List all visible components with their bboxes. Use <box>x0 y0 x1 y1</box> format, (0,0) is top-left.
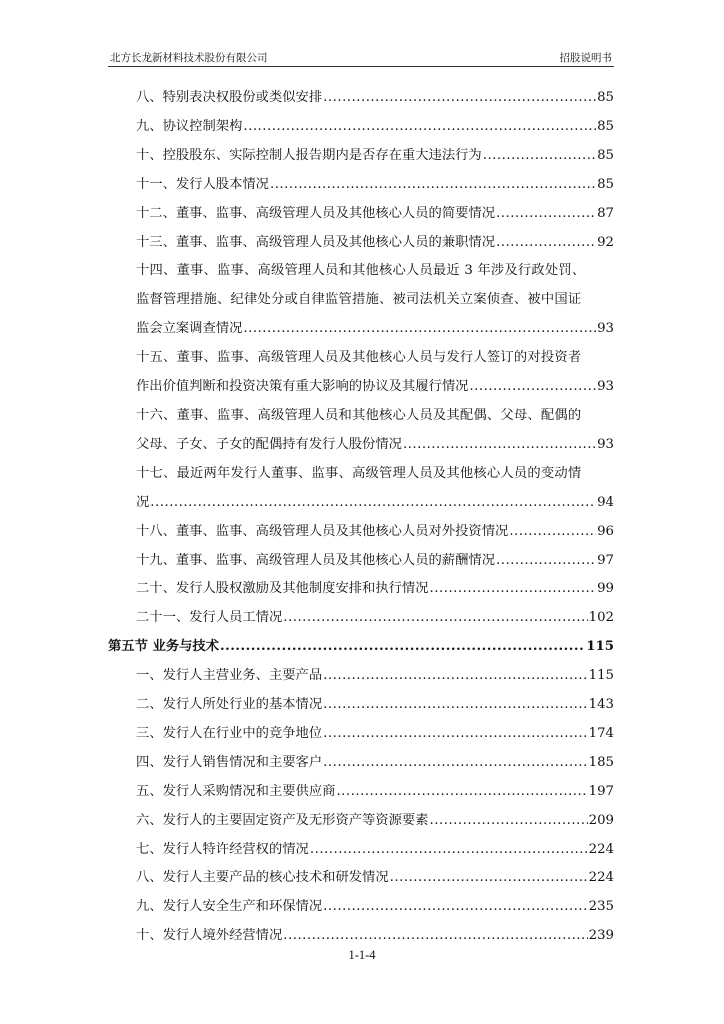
dot-leader <box>150 489 596 518</box>
toc-entry[interactable] <box>108 893 614 922</box>
dot-leader <box>323 691 587 720</box>
toc-entry[interactable] <box>108 229 614 258</box>
toc-entry-title: 十三、董事、监事、高级管理人员及其他核心人员的兼职情况 <box>136 234 496 250</box>
toc-page-number: 239 <box>588 928 614 944</box>
toc-entry-line: 十四、董事、监事、高级管理人员和其他核心人员最近 3 年涉及行政处罚、 <box>136 263 586 279</box>
toc-page-number: 115 <box>586 639 614 655</box>
toc-entry[interactable] <box>108 402 614 460</box>
toc-page-number: 115 <box>588 668 614 684</box>
dot-leader <box>496 200 596 229</box>
toc-entry[interactable] <box>108 749 614 778</box>
dot-leader <box>220 633 585 662</box>
toc-entry-title: 十、控股股东、实际控制人报告期内是否存在重大违法行为 <box>136 147 482 163</box>
toc-entry-title: 十一、发行人股本情况 <box>136 176 269 192</box>
toc-entry[interactable] <box>108 836 614 865</box>
toc-entry-title: 十八、董事、监事、高级管理人员及其他核心人员对外投资情况 <box>136 523 509 539</box>
toc-entry-title: 三、发行人在行业中的竞争地位 <box>136 725 323 741</box>
toc-entry[interactable] <box>108 518 614 547</box>
dot-leader <box>403 431 596 460</box>
dot-leader <box>243 113 596 142</box>
toc-page-number: 87 <box>597 205 614 221</box>
toc-entry-title: 九、协议控制架构 <box>136 118 243 134</box>
toc-page-number: 99 <box>597 581 614 597</box>
toc-entry[interactable] <box>108 575 614 604</box>
page-number: 1-1-4 <box>348 948 376 962</box>
toc-entry[interactable] <box>108 113 614 142</box>
dot-leader <box>430 807 588 836</box>
toc-page-number: 93 <box>597 379 614 395</box>
toc-entry-title: 九、发行人安全生产和环保情况 <box>136 899 323 915</box>
toc-page-number: 85 <box>597 90 614 105</box>
toc-page-number: 143 <box>588 697 614 713</box>
toc-page-number: 185 <box>588 754 614 770</box>
toc-entry[interactable] <box>108 84 614 113</box>
toc-entry[interactable] <box>108 547 614 576</box>
dot-leader <box>270 171 596 200</box>
toc-entry-line: 十五、董事、监事、高级管理人员及其他核心人员与发行人签订的对投资者 <box>136 350 582 366</box>
dot-leader <box>336 778 587 807</box>
toc-page-number: 92 <box>597 234 614 250</box>
toc-entry-line: 十七、最近两年发行人董事、监事、高级管理人员及其他核心人员的变动情 <box>136 465 582 481</box>
toc-entry-title: 一、发行人主营业务、主要产品 <box>136 668 323 684</box>
toc-page-number: 224 <box>588 841 614 857</box>
toc-entry-title: 二、发行人所处行业的基本情况 <box>136 697 323 713</box>
dot-leader <box>310 836 588 865</box>
toc-entry-title: 二十一、发行人员工情况 <box>136 610 283 626</box>
toc-entry-title: 四、发行人销售情况和主要客户 <box>136 754 323 770</box>
toc-entry-title: 七、发行人特许经营权的情况 <box>136 841 309 857</box>
toc-entry[interactable] <box>108 200 614 229</box>
toc-entry-title: 第五节 业务与技术 <box>108 639 220 655</box>
dot-leader <box>323 84 596 113</box>
toc-entry[interactable] <box>108 662 614 691</box>
dot-leader <box>323 893 587 922</box>
dot-leader <box>496 229 596 258</box>
toc-entry-title: 况 <box>136 494 150 510</box>
toc-entry-title: 父母、子女、子女的配偶持有发行人股份情况 <box>136 436 402 452</box>
toc-entry[interactable] <box>108 171 614 200</box>
dot-leader <box>509 518 596 547</box>
dot-leader <box>323 749 587 778</box>
page-header <box>108 48 614 67</box>
toc-page-number: 102 <box>588 610 614 626</box>
toc-page-number: 174 <box>588 725 614 741</box>
toc-page-number: 93 <box>597 321 614 337</box>
dot-leader <box>283 922 587 951</box>
toc-page-number: 96 <box>597 523 614 539</box>
dot-leader <box>390 864 588 893</box>
toc-entry[interactable] <box>108 720 614 749</box>
toc-entry-title: 八、特别表决权股份或类似安排 <box>136 90 323 105</box>
toc-entry-title: 五、发行人采购情况和主要供应商 <box>136 783 336 799</box>
toc-entry-line: 十六、董事、监事、高级管理人员和其他核心人员及其配偶、父母、配偶的 <box>136 407 582 423</box>
toc-entry[interactable] <box>108 460 614 518</box>
toc-entry-line: 监督管理措施、纪律处分或自律监管措施、被司法机关立案侦查、被中国证 <box>136 292 582 308</box>
toc-page-number: 235 <box>588 899 614 915</box>
dot-leader <box>496 547 596 576</box>
toc-entry-title: 作出价值判断和投资决策有重大影响的协议及其履行情况 <box>136 379 469 395</box>
dot-leader <box>323 662 587 691</box>
company-name: 北方长龙新材料技术股份有限公司 <box>110 52 268 64</box>
dot-leader <box>469 373 596 402</box>
document-type: 招股说明书 <box>559 52 612 64</box>
toc-page-number: 224 <box>588 870 614 886</box>
toc-page-number: 85 <box>597 176 614 192</box>
toc-page-number: 85 <box>597 147 614 163</box>
toc-entry[interactable] <box>108 604 614 633</box>
toc-page-number: 94 <box>597 494 614 510</box>
toc-entry-title: 监会立案调查情况 <box>136 321 243 337</box>
toc-entry[interactable] <box>108 691 614 720</box>
toc-section-heading[interactable] <box>108 633 614 662</box>
dot-leader <box>430 575 597 604</box>
table-of-contents <box>108 84 614 951</box>
toc-entry[interactable] <box>108 864 614 893</box>
toc-page-number: 197 <box>588 783 614 799</box>
toc-entry[interactable] <box>108 257 614 344</box>
toc-entry-title: 二十、发行人股权激励及其他制度安排和执行情况 <box>136 581 429 597</box>
toc-entry-title: 六、发行人的主要固定资产及无形资产等资源要素 <box>136 812 429 828</box>
dot-leader <box>243 315 596 344</box>
toc-page-number: 85 <box>597 118 614 134</box>
toc-entry[interactable] <box>108 922 614 951</box>
toc-entry-title: 十九、董事、监事、高级管理人员及其他核心人员的薪酬情况 <box>136 552 496 568</box>
toc-entry-title: 十二、董事、监事、高级管理人员及其他核心人员的简要情况 <box>136 205 496 221</box>
dot-leader <box>483 142 596 171</box>
toc-entry[interactable] <box>108 778 614 807</box>
toc-page-number: 93 <box>597 436 614 452</box>
toc-entry-title: 八、发行人主要产品的核心技术和研发情况 <box>136 870 389 886</box>
toc-page-number: 97 <box>597 552 614 568</box>
toc-entry[interactable] <box>108 807 614 836</box>
toc-entry-title: 十、发行人境外经营情况 <box>136 928 283 944</box>
toc-entry[interactable] <box>108 344 614 402</box>
toc-entry[interactable] <box>108 142 614 171</box>
dot-leader <box>323 720 587 749</box>
dot-leader <box>283 604 587 633</box>
toc-page-number: 209 <box>588 812 614 828</box>
